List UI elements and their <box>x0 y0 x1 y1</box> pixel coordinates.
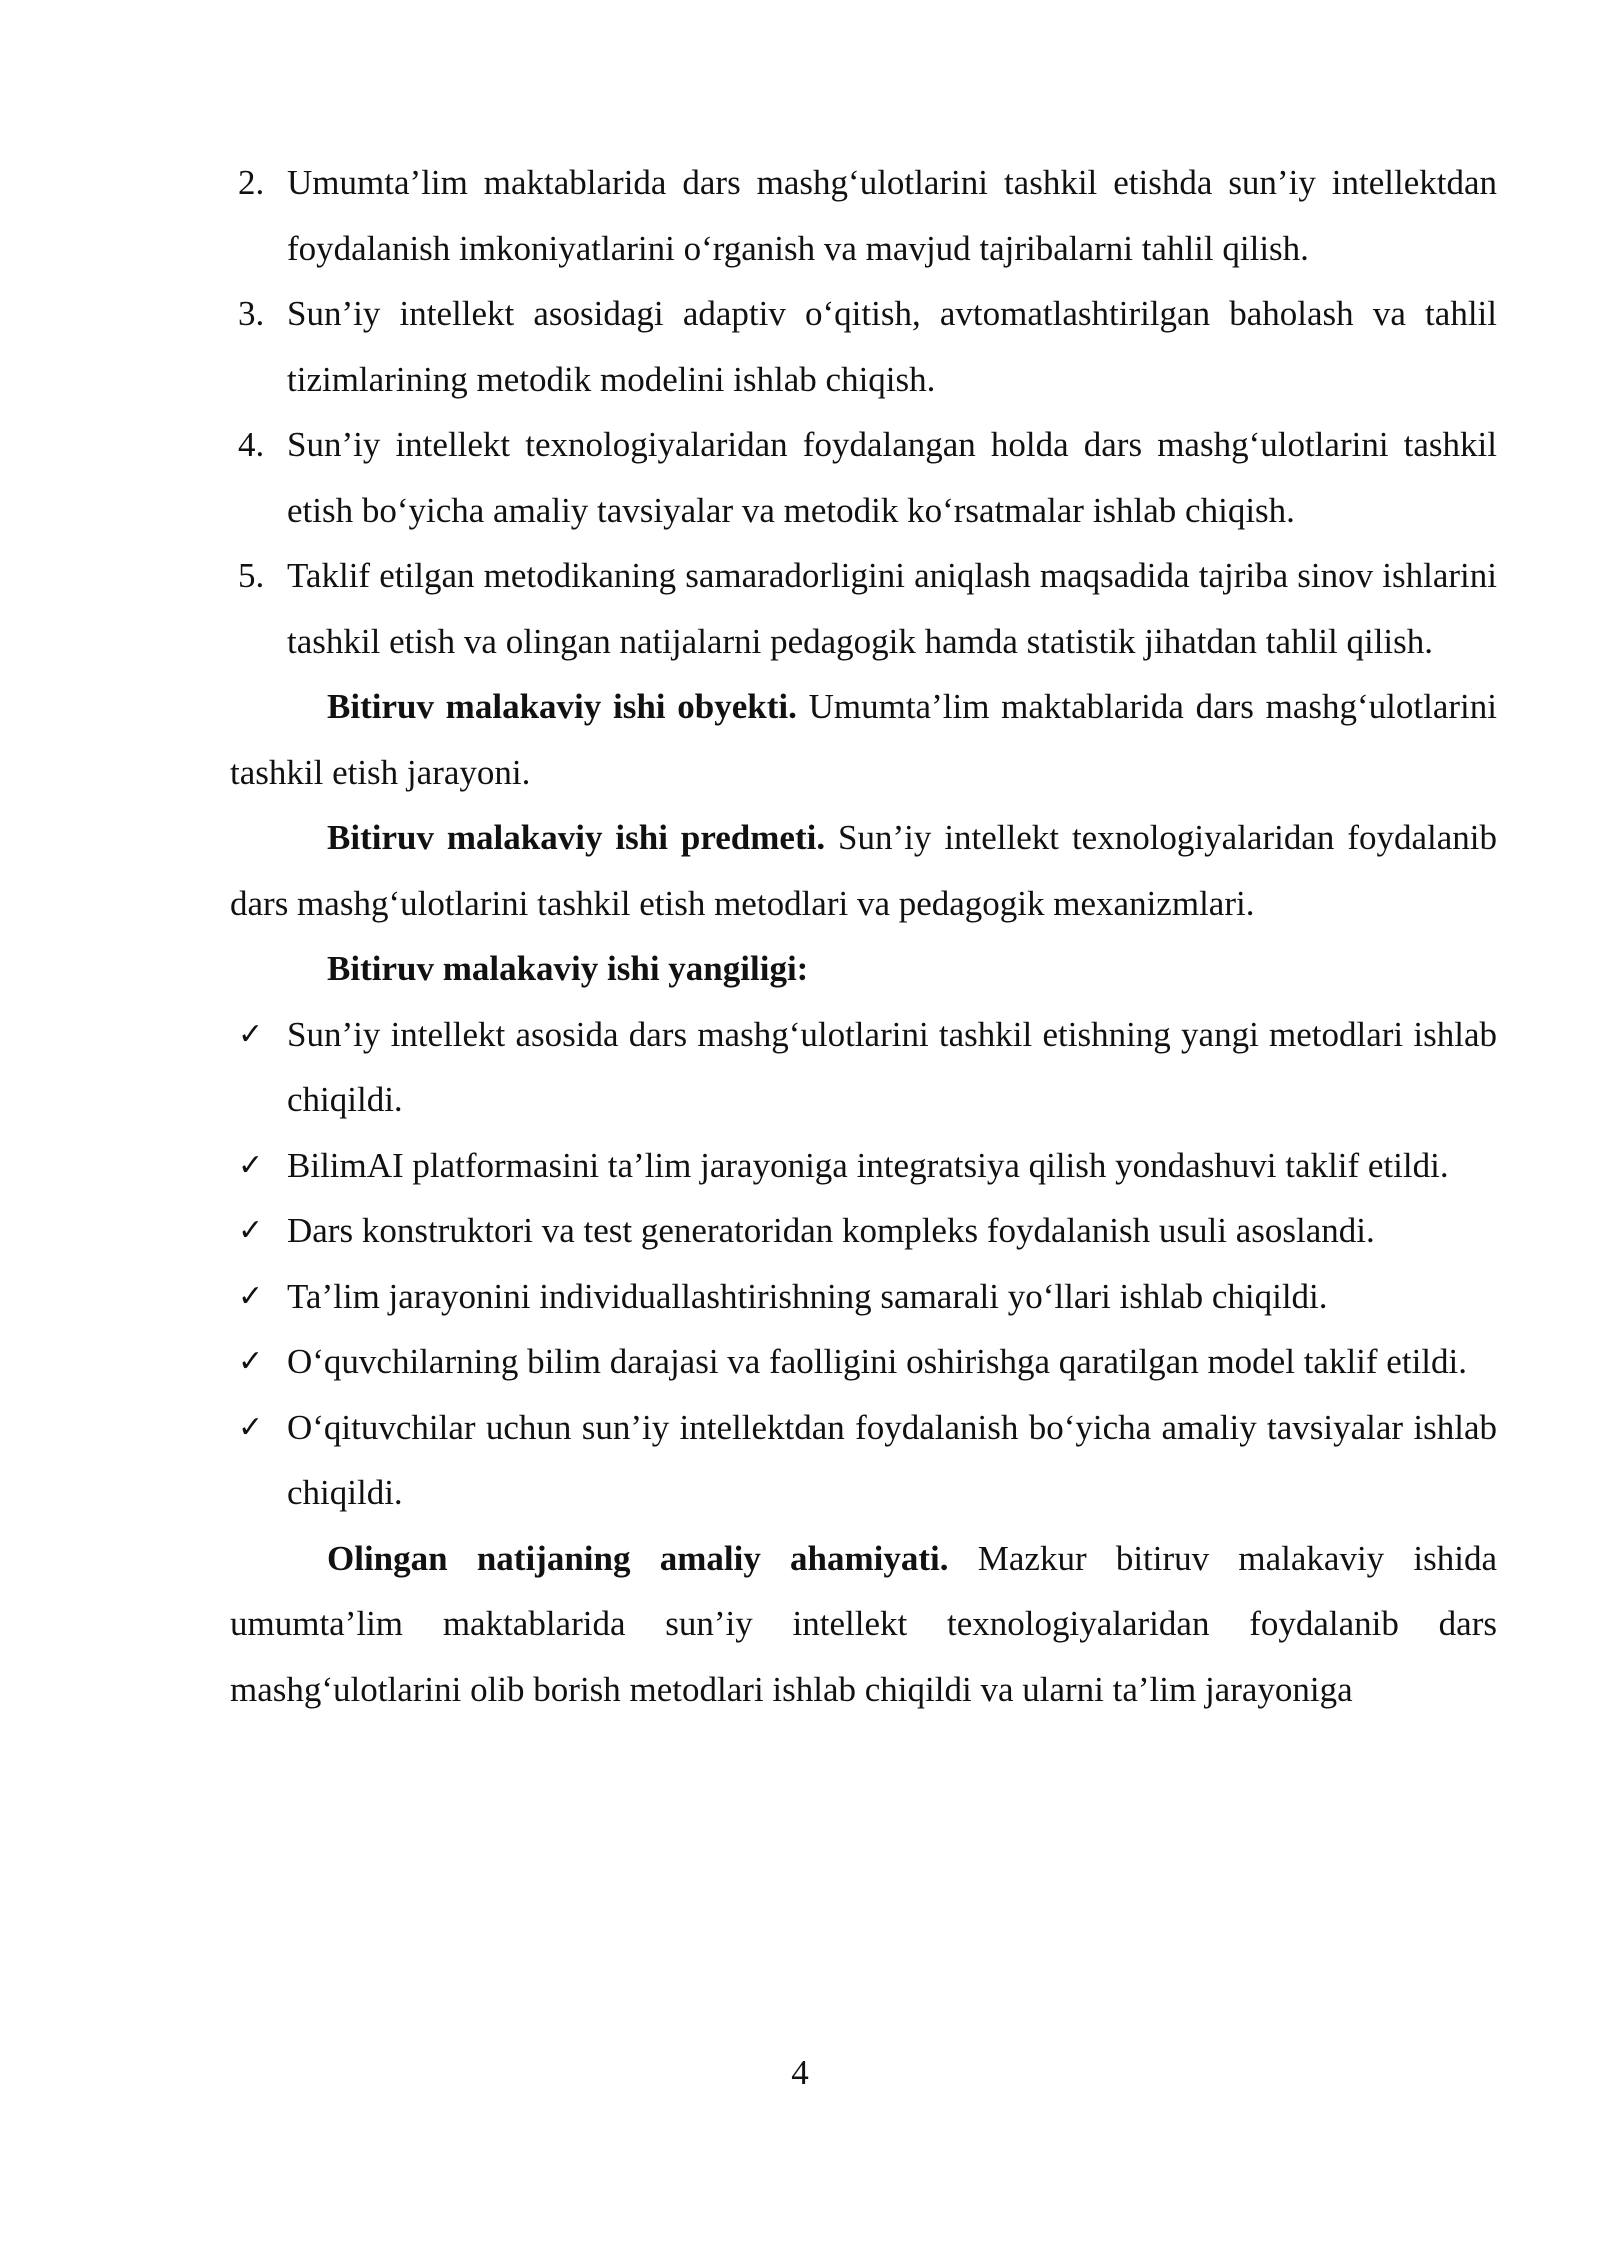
checklist-item-text: Ta’lim jarayonini individuallashtirishning samarali yo‘llari ishlab chiqildi. <box>287 1276 1328 1316</box>
checkmark-icon: ✓ <box>238 1016 264 1052</box>
novelty-heading: Bitiruv malakaviy ishi yangiligi: <box>327 949 809 988</box>
checklist-item <box>230 1133 1497 1199</box>
list-number: 4. <box>238 425 265 464</box>
research-subject-paragraph <box>230 805 1497 936</box>
checklist-item <box>230 1002 1497 1133</box>
checklist-item-text: O‘quvchilarning bilim darajasi va faolligini oshirishga qaratilgan model taklif etildi. <box>287 1342 1467 1381</box>
list-item <box>230 281 1497 412</box>
list-item-text: Sun’iy intellekt asosidagi adaptiv o‘qitish, avtomatlashtirilgan baholash va tahlil tizimlarining metodik modelini ishlab chiqish. <box>287 294 1497 399</box>
list-number: 3. <box>238 294 265 333</box>
practical-significance-paragraph <box>230 1526 1497 1723</box>
research-object-label: Bitiruv malakaviy ishi obyekti. <box>327 687 797 726</box>
research-object-text: Umumta’lim maktablarida dars mashg‘ulotlarini tashkil etish jarayoni. <box>230 687 1497 792</box>
practical-significance-label: Olingan natijaning amaliy ahamiyati. <box>327 1538 949 1578</box>
research-object-paragraph <box>230 674 1497 805</box>
task-list <box>230 150 1497 674</box>
checklist-item <box>230 1329 1497 1395</box>
page-number: 4 <box>791 2053 809 2092</box>
checklist-item-text: O‘qituvchilar uchun sun’iy intellektdan foydalanish bo‘yicha amaliy tavsiyalar ishlab chiqildi. <box>287 1407 1497 1512</box>
list-number: 2. <box>238 163 265 202</box>
list-number: 5. <box>238 556 265 595</box>
checklist-item <box>230 1264 1497 1330</box>
novelty-checklist <box>230 1002 1497 1526</box>
checkmark-icon: ✓ <box>238 1344 264 1379</box>
list-item-text: Sun’iy intellekt texnologiyalaridan foydalangan holda dars mashg‘ulotlarini tashkil etish bo‘yicha amaliy tavsiyalar va metodik ko‘rsatmalar ishlab chiqish. <box>287 425 1497 530</box>
checkmark-icon: ✓ <box>238 1147 264 1183</box>
checklist-item <box>230 1395 1497 1526</box>
document-page <box>230 150 1497 1722</box>
checkmark-icon: ✓ <box>238 1213 264 1248</box>
list-item <box>230 543 1497 674</box>
practical-significance-text: Mazkur bitiruv malakaviy ishida umumta’lim maktablarida sun’iy intellekt texnologiyalaridan foydalanib dars mashg‘ulotlarini olib borish metodlari ishlab chiqildi va ularni ta’lim jarayoniga <box>230 1538 1497 1709</box>
research-subject-text: Sun’iy intellekt texnologiyalaridan foydalanib dars mashg‘ulotlarini tashkil etish metodlari va pedagogik mexanizmlari. <box>230 818 1497 923</box>
checkmark-icon: ✓ <box>238 1409 264 1445</box>
checklist-item <box>230 1198 1497 1264</box>
research-subject-label: Bitiruv malakaviy ishi predmeti. <box>327 818 826 857</box>
list-item <box>230 412 1497 543</box>
checklist-item-text: Dars konstruktori va test generatoridan kompleks foydalanish usuli asoslandi. <box>287 1211 1375 1250</box>
list-item-text: Umumta’lim maktablarida dars mashg‘ulotlarini tashkil etishda sun’iy intellektdan foydalanish imkoniyatlarini o‘rganish va mavjud tajribalarni tahlil qilish. <box>287 163 1497 268</box>
checklist-item-text: Sun’iy intellekt asosida dars mashg‘ulotlarini tashkil etishning yangi metodlari ishlab chiqildi. <box>287 1014 1497 1119</box>
checkmark-icon: ✓ <box>238 1278 264 1314</box>
list-item <box>230 150 1497 281</box>
list-item-text: Taklif etilgan metodikaning samaradorligini aniqlash maqsadida tajriba sinov ishlarini tashkil etish va olingan natijalarni pedagogik hamda statistik jihatdan tahlil qilish. <box>287 556 1497 661</box>
checklist-item-text: BilimAI platformasini ta’lim jarayoniga integratsiya qilish yondashuvi taklif etildi. <box>287 1145 1449 1185</box>
